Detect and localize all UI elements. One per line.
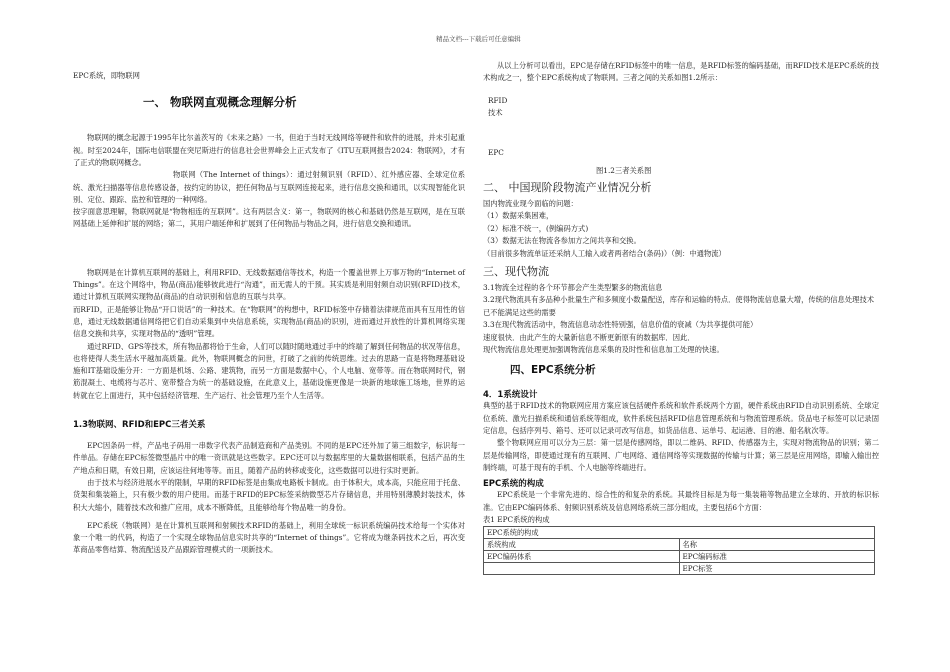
table-title-cell: EPC系统的构成 xyxy=(484,527,875,539)
table-cell: EPC编码标准 xyxy=(679,551,875,563)
left-column xyxy=(73,70,465,557)
paragraph: 物联网是在计算机互联网的基础上，利用RFID、无线数据通信等技术，构造一个覆盖世界上万事万物的“Internet of Things”。在这个网络中，物品(商品)能够彼此进行“沟通”，而无需人的干预。其实质是利用射频自动识别(RFID)技术，通过计算机互联网实现物品(商品)的自动识别和信息的互联与共享。 xyxy=(73,267,465,302)
s3-line: 3.3在现代物流活动中，物流信息动态性特别强，信息价值的衰减（为共享提供可能） xyxy=(483,320,758,330)
section13-title: 1.3物联网、RFID和EPC三者关系 xyxy=(73,420,206,431)
table-row xyxy=(484,539,875,551)
paragraph: 由于技术与经济进展水平的限制，早期的RFID标签是由集成电路板卡制成。由于体积大，成本高，只能应用于托盘、货架和集装箱上，只有极少数的用户使用。而基于RFID的EPC标签采纳微型芯片存储信息，并用特别薄膜封装技术，体积大大缩小，随着技术改和推广应用，成本不断降低，且能够给每个物品唯一的身份。 xyxy=(73,477,465,512)
section3-title: 三、现代物流 xyxy=(483,265,549,279)
table-header-cell: 系统构成 xyxy=(484,539,680,551)
paragraph: 典型的基于RFID技术的物联网应用方案应该包括硬件系统和软件系统两个方面，硬件系统由RFID自动识别系统、全球定位系统、激光扫描系统和通信系统等组成，软件系统包括RFID信息管理系统和与物流管理系统。货品电子标签可以记录固定信息，包括序列号、箱号、还可以记录可改写信息，如货品信息、运单号、起运港、目的港、船名航次等。 xyxy=(483,401,879,436)
epc-table xyxy=(483,526,875,575)
paragraph: 而RFID，正是能够让物品“开口说话”的一种技术。在“物联网”的构想中，RFID标签中存储着法律规范而具有互用性的信息，通过无线数据通信网络把它们自动采集到中央信息系统，实现物品(商品)的识别，进而通过开放性的计算机网络实现信息交换和共享，实现对物品的“透明”管理。 xyxy=(73,304,465,339)
section41-title: 4．1系统设计 xyxy=(483,390,538,401)
header-note: 精品文档---下载后可任意编辑 xyxy=(436,35,521,43)
paragraph: 从以上分析可以看出，EPC是存储在RFID标签中的唯一信息，是RFID标签的编码基础，而RFID技术是EPC系统的技术构成之一，整个EPC系统构成了物联网。三者之间的关系如图1.2所示： xyxy=(483,61,879,83)
paragraph: EPC系统是一个非常先进的、综合性的和复杂的系统。其最终目标是为每一集装箱等物品建立全球的、开放的标识标准。它由EPC编码体系、射频识别系统及信息网络系统三部分组成，主要包括6个方面： xyxy=(483,490,879,512)
section1-title: 一、 物联网直观概念理解分析 xyxy=(143,95,297,110)
s2-item: （2）标准不统一，(例编码方式) xyxy=(483,223,589,233)
paragraph: 物联网（The Internet of things）：通过射频识别（RFID）、红外感应器、全球定位系统、激光扫描器等信息传感设备，按约定的协议，把任何物品与互联网连接起来，进行信息交换和通讯，以实现智能化识别、定位、跟踪、监控和管理的一种网络。 xyxy=(73,170,465,204)
section4-title: 四、EPC系统分析 xyxy=(510,364,596,377)
s2-note: （目前很多物流单证还采纳人工输入或者两者结合(条码)）（例：中通物流） xyxy=(483,248,726,258)
paragraph: EPC系统（物联网）是在计算机互联网和射频技术RFID的基础上，利用全球统一标识系统编码技术给每一个实体对象一个唯一的代码，构造了一个实现全球物品信息实时共享的“Internet of things”。它将成为继条码技术之后，再次变革商品零售结算、物流配送及产品跟踪管理模式的一项新技术。 xyxy=(73,520,465,555)
s3-line: 现代物流信息处理更加强调物流信息采集的及时性和信息加工处理的快速。 xyxy=(483,345,724,355)
s3-line: 3.2现代物流具有多品种小批量生产和多频度小数量配送，库存和运输的特点．使得物流信息量大增，传统的信息处理技术已不能满足这些的需要 xyxy=(483,295,875,317)
table-cell: EPC编码体系 xyxy=(484,551,680,563)
table-row xyxy=(484,527,875,539)
diagram-label-tech: 技术 xyxy=(488,107,503,117)
table-cell: EPC标签 xyxy=(679,563,875,575)
paragraph: 通过RFID、GPS等技术，所有物品都将恰于生命，人们可以随时随地通过手中的终端了解到任何物品的状况等信息，也将使得人类生活水平越加高质量。此外，物联网概念的问世，打破了之前的传统思维。过去的思路一直是将物理基础设施和IT基础设施分开：一方面是机场、公路、建筑物，而另一方面是数据中心，个人电脑、宽带等。而在物联网时代，钢筋混凝土、电缆将与芯片、宽带整合为统一的基础设施，在此意义上，基础设施更像是一块新的地球施工场地，世界的运转就在它上面进行，其中包括经济管理、生产运行、社会管理乃至个人生活等。 xyxy=(73,341,465,400)
table-caption: 表1 EPC系统的构成 xyxy=(483,514,550,524)
s3-line: 速度很快．由此产生的大量新信息不断更新原有的数据库．因此． xyxy=(483,332,695,342)
section2-title: 二、 中国现阶段物流产业情况分析 xyxy=(483,181,652,194)
diagram-label-epc: EPC xyxy=(488,147,504,157)
table-cell xyxy=(484,563,680,575)
table-row xyxy=(484,563,875,575)
s3-line: 3.1物流全过程的各个环节都会产生类型繁多的物流信息 xyxy=(483,283,663,293)
paragraph: 物联网的概念起源于1995年比尔盖茨写的《未来之路》一书，但迫于当时无线网络等硬件和软件的进展，并未引起重视。时至2024年，国际电信联盟在突尼斯进行的信息社会世界峰会上正式发布了《ITU互联网报告2024：物联网》，才有了正式的物联网概念。 xyxy=(73,133,465,167)
paragraph: EPC因条码一样，产品电子码用一串数字代表产品制造商和产品类别。不同的是EPC还外加了第三组数字，标识每一件单品。存储在EPC标签微型晶片中的唯一资讯就是这些数字。EPC还可以与数据库里的大量数据相联系，包括产品的生产地点和日期，有效日期，应该运往何地等等。而且，随着产品的转移或变化，这些数据可以进行实时更新。 xyxy=(73,441,465,475)
figure-caption: 图1.2三者关系图 xyxy=(596,165,652,175)
paragraph: 整个物联网应用可以分为三层：第一层是传感网络，即以二维码、RFID、传感器为主，实现对物流物品的识别；第二层是传输网络，即使通过现有的互联网、广电网络、通信网络等实现数据的传输与计算；第三层是应用网络，即输入输出控制终端，可基于现有的手机、个人电脑等终端进行。 xyxy=(483,438,879,472)
s2-intro: 国内物流业现今面临的问题： xyxy=(483,199,578,208)
diagram-label-rfid: RFID xyxy=(488,95,508,105)
table-row xyxy=(484,551,875,563)
s2-item: （1）数据采集困难， xyxy=(483,211,554,221)
paragraph: 按字面意思理解，物联网就是“物物相连的互联网”。这有两层含义：第一，物联网的核心和基础仍然是互联网，是在互联网基础上延伸和扩展的网络；第二，其用户端延伸和扩展到了任何物品与物品之间，进行信息交换和通讯。 xyxy=(73,207,465,229)
s2-item: （3）数据无法在物流各参加方之间共享和交换。 xyxy=(483,236,641,246)
right-column xyxy=(483,60,879,575)
relation-diagram xyxy=(483,95,879,165)
table-header-cell: 名称 xyxy=(679,539,875,551)
intro-line: EPC系统，即物联网 xyxy=(73,71,140,80)
section42-title: EPC系统的构成 xyxy=(483,479,544,490)
